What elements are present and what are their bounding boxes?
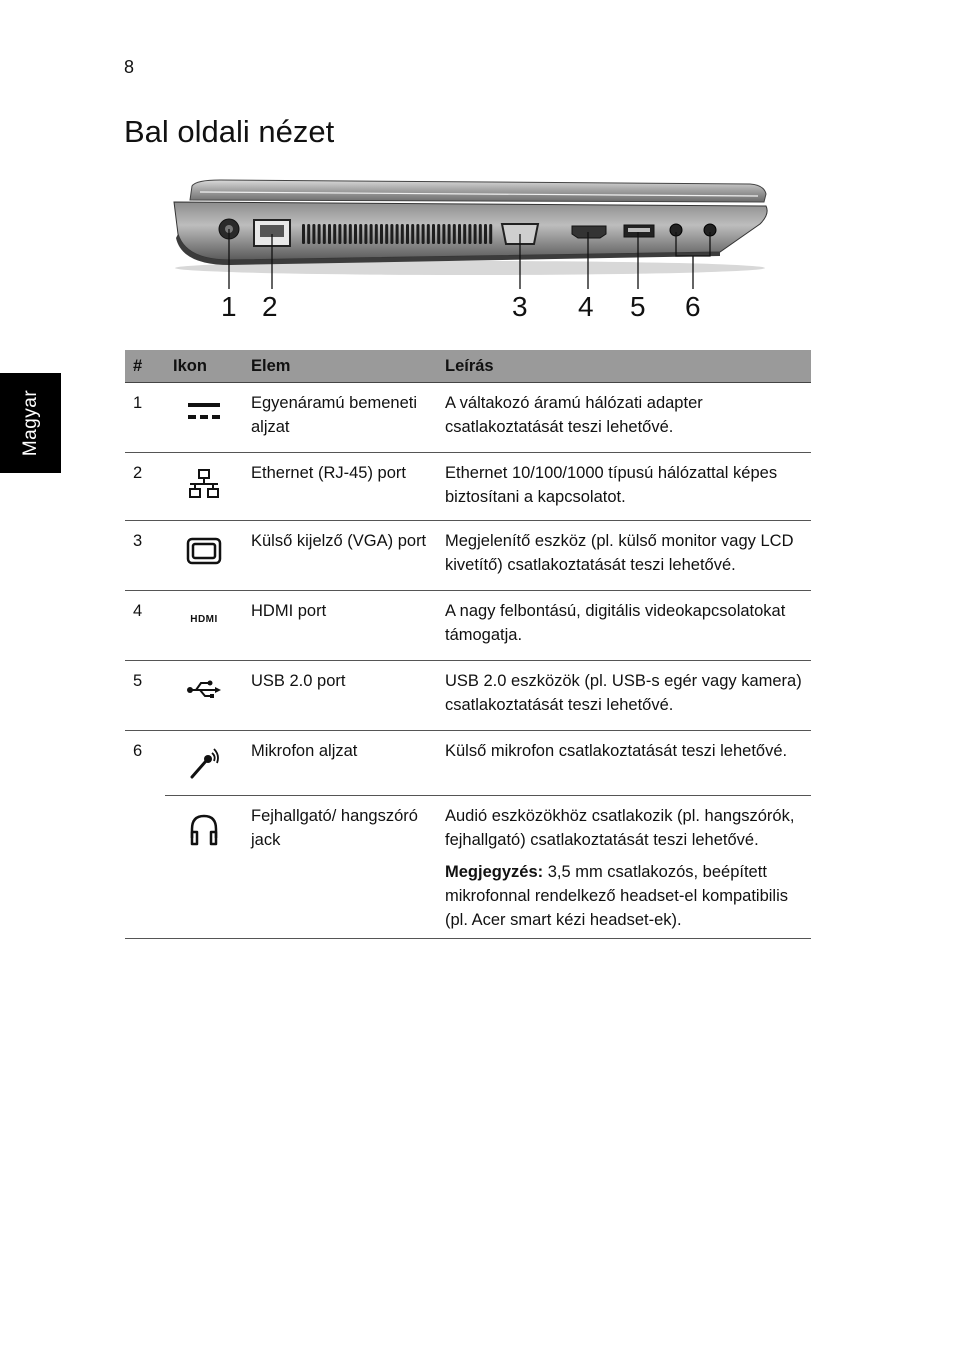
row-num: 1 (125, 383, 165, 453)
row-note (445, 860, 803, 932)
row-desc: A nagy felbontású, digitális videokapcsolatokat támogatja. (437, 591, 811, 661)
table-row (125, 521, 811, 591)
row-icon-cell (165, 383, 243, 453)
header-icon: Ikon (165, 350, 243, 383)
vent-slot (401, 224, 404, 244)
vent-slot (307, 224, 310, 244)
vent-slot (437, 224, 440, 244)
vent-slot (370, 224, 373, 244)
vent-slot (411, 224, 414, 244)
row-num: 4 (125, 591, 165, 661)
note-label: Megjegyzés: (445, 863, 544, 881)
language-side-tab (0, 373, 61, 473)
table-row (125, 383, 811, 453)
vga-icon (186, 537, 222, 565)
note-text: 3,5 mm csatlakozós, beépített mikrofonnal rendelkező headset-el kompatibilis (pl. Acer smart kézi headset-ek). (445, 863, 789, 929)
vent-slot (458, 224, 461, 244)
hdmi-port (572, 226, 606, 238)
row-desc-cell (437, 796, 811, 939)
vent-slot (396, 224, 399, 244)
callout-6: 6 (685, 291, 701, 322)
vent-slot (427, 224, 430, 244)
row-elem: USB 2.0 port (243, 661, 437, 731)
row-desc: Audió eszközökhöz csatlakozik (pl. hangszórók, fejhallgató) csatlakoztatását teszi lehetővé. (445, 807, 795, 849)
row-icon-cell (165, 661, 243, 731)
vent-slot (302, 224, 305, 244)
table-row (125, 453, 811, 521)
vent-slot (354, 224, 357, 244)
row-desc: USB 2.0 eszközök (pl. USB-s egér vagy kamera) csatlakoztatását teszi lehetővé. (437, 661, 811, 731)
vent-slot (416, 224, 419, 244)
vent-slot (479, 224, 482, 244)
vent-slot (422, 224, 425, 244)
vent-slot (375, 224, 378, 244)
header-desc: Leírás (437, 350, 811, 383)
row-icon-cell (165, 796, 243, 939)
hdmi-icon (184, 607, 224, 629)
row-elem: HDMI port (243, 591, 437, 661)
microphone-icon (186, 747, 222, 781)
usb-icon (185, 677, 223, 699)
vent-slot (338, 224, 341, 244)
vent-slot (448, 224, 451, 244)
callout-3: 3 (512, 291, 528, 322)
row-desc: Külső mikrofon csatlakoztatását teszi lehetővé. (437, 731, 811, 796)
row-icon-cell (165, 521, 243, 591)
vent-slot (489, 224, 492, 244)
row-elem: Ethernet (RJ-45) port (243, 453, 437, 521)
header-num: # (125, 350, 165, 383)
row-desc: Megjelenítő eszköz (pl. külső monitor vagy LCD kivetítő) csatlakoztatását teszi lehetővé. (437, 521, 811, 591)
vent-grille (302, 224, 492, 244)
header-elem: Elem (243, 350, 437, 383)
table-row (125, 796, 811, 939)
table-row (125, 661, 811, 731)
row-num: 5 (125, 661, 165, 731)
headphone-icon (187, 812, 221, 848)
vent-slot (328, 224, 331, 244)
row-elem: Fejhallgató/ hangszóró jack (243, 796, 437, 939)
table-row (125, 591, 811, 661)
callout-2: 2 (262, 291, 278, 322)
table-row (125, 731, 811, 796)
table-header-row (125, 350, 811, 383)
page-title: Bal oldali nézet (124, 114, 335, 149)
network-icon (186, 469, 222, 499)
vent-slot (349, 224, 352, 244)
callout-5: 5 (630, 291, 646, 322)
row-desc: A váltakozó áramú hálózati adapter csatlakoztatását teszi lehetővé. (437, 383, 811, 453)
row-icon-cell (165, 453, 243, 521)
vent-slot (390, 224, 393, 244)
vent-slot (432, 224, 435, 244)
vent-slot (364, 224, 367, 244)
laptop-lid (190, 180, 766, 202)
vent-slot (484, 224, 487, 244)
vent-slot (312, 224, 315, 244)
port-spec-table (125, 350, 811, 939)
row-elem: Mikrofon aljzat (243, 731, 437, 796)
row-num: 6 (133, 742, 143, 760)
vent-slot (359, 224, 362, 244)
vent-slot (463, 224, 466, 244)
side-tab-label: Magyar (19, 389, 41, 457)
row-icon-cell (165, 731, 243, 796)
row-desc: Ethernet 10/100/1000 típusú hálózattal képes biztosítani a kapcsolatot. (437, 453, 811, 521)
row-num: 3 (125, 521, 165, 591)
vent-slot (323, 224, 326, 244)
row-elem: Egyenáramú bemeneti aljzat (243, 383, 437, 453)
vent-slot (344, 224, 347, 244)
vent-slot (468, 224, 471, 244)
page-number: 8 (124, 57, 135, 77)
vent-slot (380, 224, 383, 244)
vent-slot (453, 224, 456, 244)
vent-slot (406, 224, 409, 244)
vent-slot (385, 224, 388, 244)
dc-in-icon (186, 399, 222, 423)
vent-slot (474, 224, 477, 244)
laptop-left-side-illustration (160, 172, 780, 337)
vent-slot (318, 224, 321, 244)
vent-slot (333, 224, 336, 244)
row-icon-cell (165, 591, 243, 661)
row-num (125, 796, 165, 939)
callout-1: 1 (221, 291, 237, 322)
vent-slot (442, 224, 445, 244)
row-elem: Külső kijelző (VGA) port (243, 521, 437, 591)
callout-4: 4 (578, 291, 594, 322)
hdmi-logo-text: HDMI (190, 614, 218, 625)
row-num: 2 (125, 453, 165, 521)
